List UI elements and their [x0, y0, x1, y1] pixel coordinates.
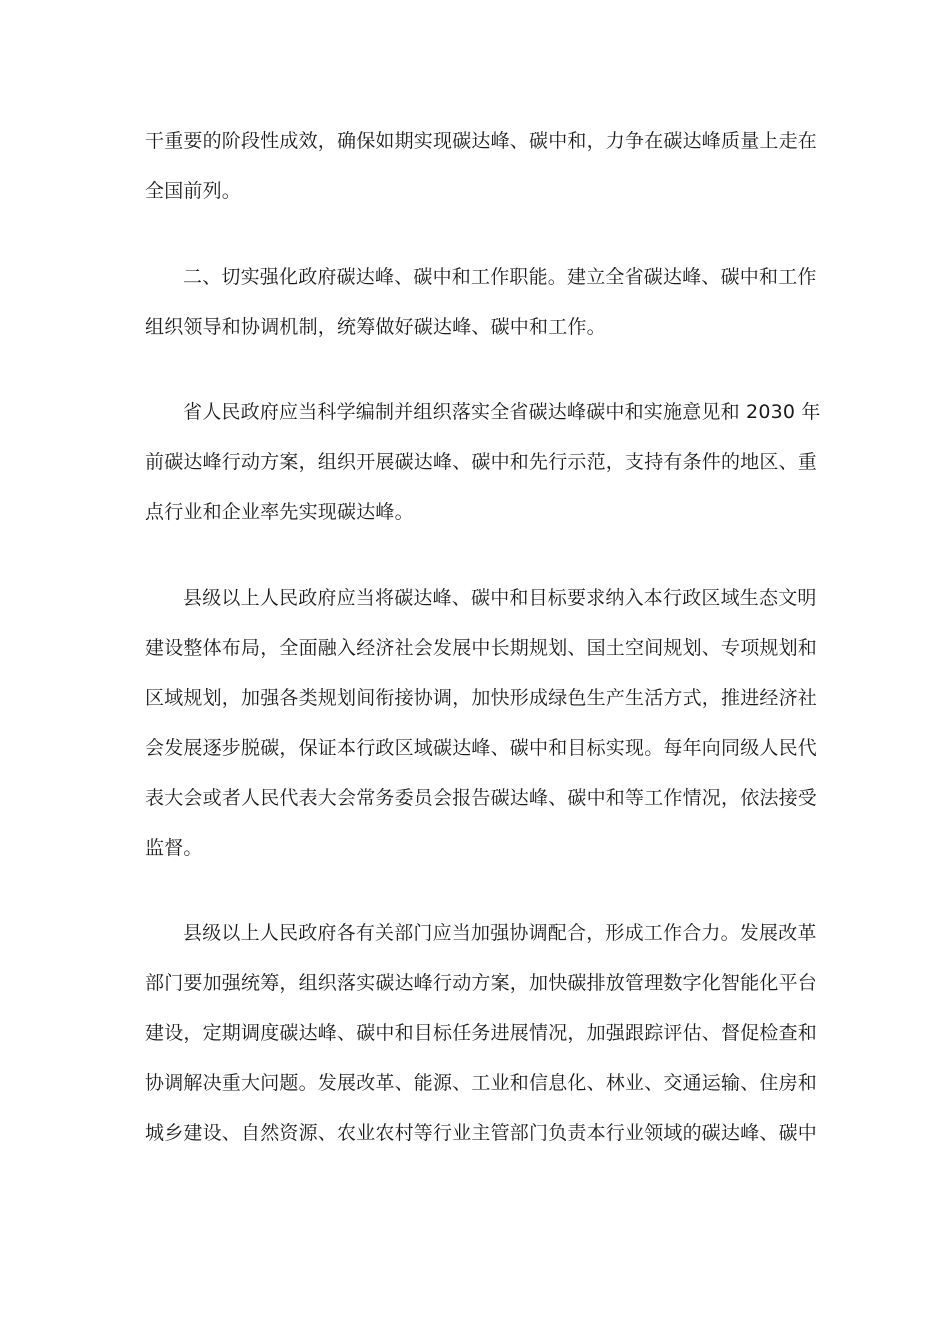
text-line: 县级以上人民政府应当将碳达峰、碳中和目标要求纳入本行政区域生态文明 — [183, 587, 817, 609]
text-line: 建设，定期调度碳达峰、碳中和目标任务进展情况，加强跟踪评估、督促检查和 — [145, 1022, 818, 1044]
text-line: 城乡建设、自然资源、农业农村等行业主管部门负责本行业领域的碳达峰、碳中 — [145, 1122, 818, 1144]
text-line: 会发展逐步脱碳，保证本行政区域碳达峰、碳中和目标实现。每年向同级人民代 — [145, 737, 818, 759]
text-line: 部门要加强统筹，组织落实碳达峰行动方案，加快碳排放管理数字化智能化平台 — [145, 972, 818, 994]
paragraph-continuation — [145, 116, 818, 216]
text-line: 县级以上人民政府各有关部门应当加强协调配合，形成工作合力。发展改革 — [183, 922, 817, 944]
paragraph-county-government — [145, 573, 818, 873]
text-line: 建设整体布局，全面融入经济社会发展中长期规划、国土空间规划、专项规划和 — [145, 637, 818, 659]
text-line: 二、切实强化政府碳达峰、碳中和工作职能。建立全省碳达峰、碳中和工作 — [183, 266, 817, 288]
text-line: 点行业和企业率先实现碳达峰。 — [145, 501, 414, 523]
paragraph-county-departments — [145, 908, 818, 1158]
text-line: 表大会或者人民代表大会常务委员会报告碳达峰、碳中和等工作情况，依法接受 — [145, 787, 818, 809]
text-line: 全国前列。 — [145, 180, 242, 202]
text-line: 省人民政府应当科学编制并组织落实全省碳达峰碳中和实施意见和 2030 年 — [183, 401, 821, 423]
paragraph-provincial-government — [145, 387, 821, 537]
text-line: 区域规划，加强各类规划间衔接协调，加快形成绿色生产生活方式，推进经济社 — [145, 687, 818, 709]
text-line: 前碳达峰行动方案，组织开展碳达峰、碳中和先行示范，支持有条件的地区、重 — [145, 451, 818, 473]
text-line: 组织领导和协调机制，统筹做好碳达峰、碳中和工作。 — [145, 316, 606, 338]
text-line: 协调解决重大问题。发展改革、能源、工业和信息化、林业、交通运输、住房和 — [145, 1072, 818, 1094]
text-line: 干重要的阶段性成效，确保如期实现碳达峰、碳中和，力争在碳达峰质量上走在 — [145, 130, 818, 152]
paragraph-section-two-heading — [145, 252, 817, 352]
text-line: 监督。 — [145, 837, 203, 859]
